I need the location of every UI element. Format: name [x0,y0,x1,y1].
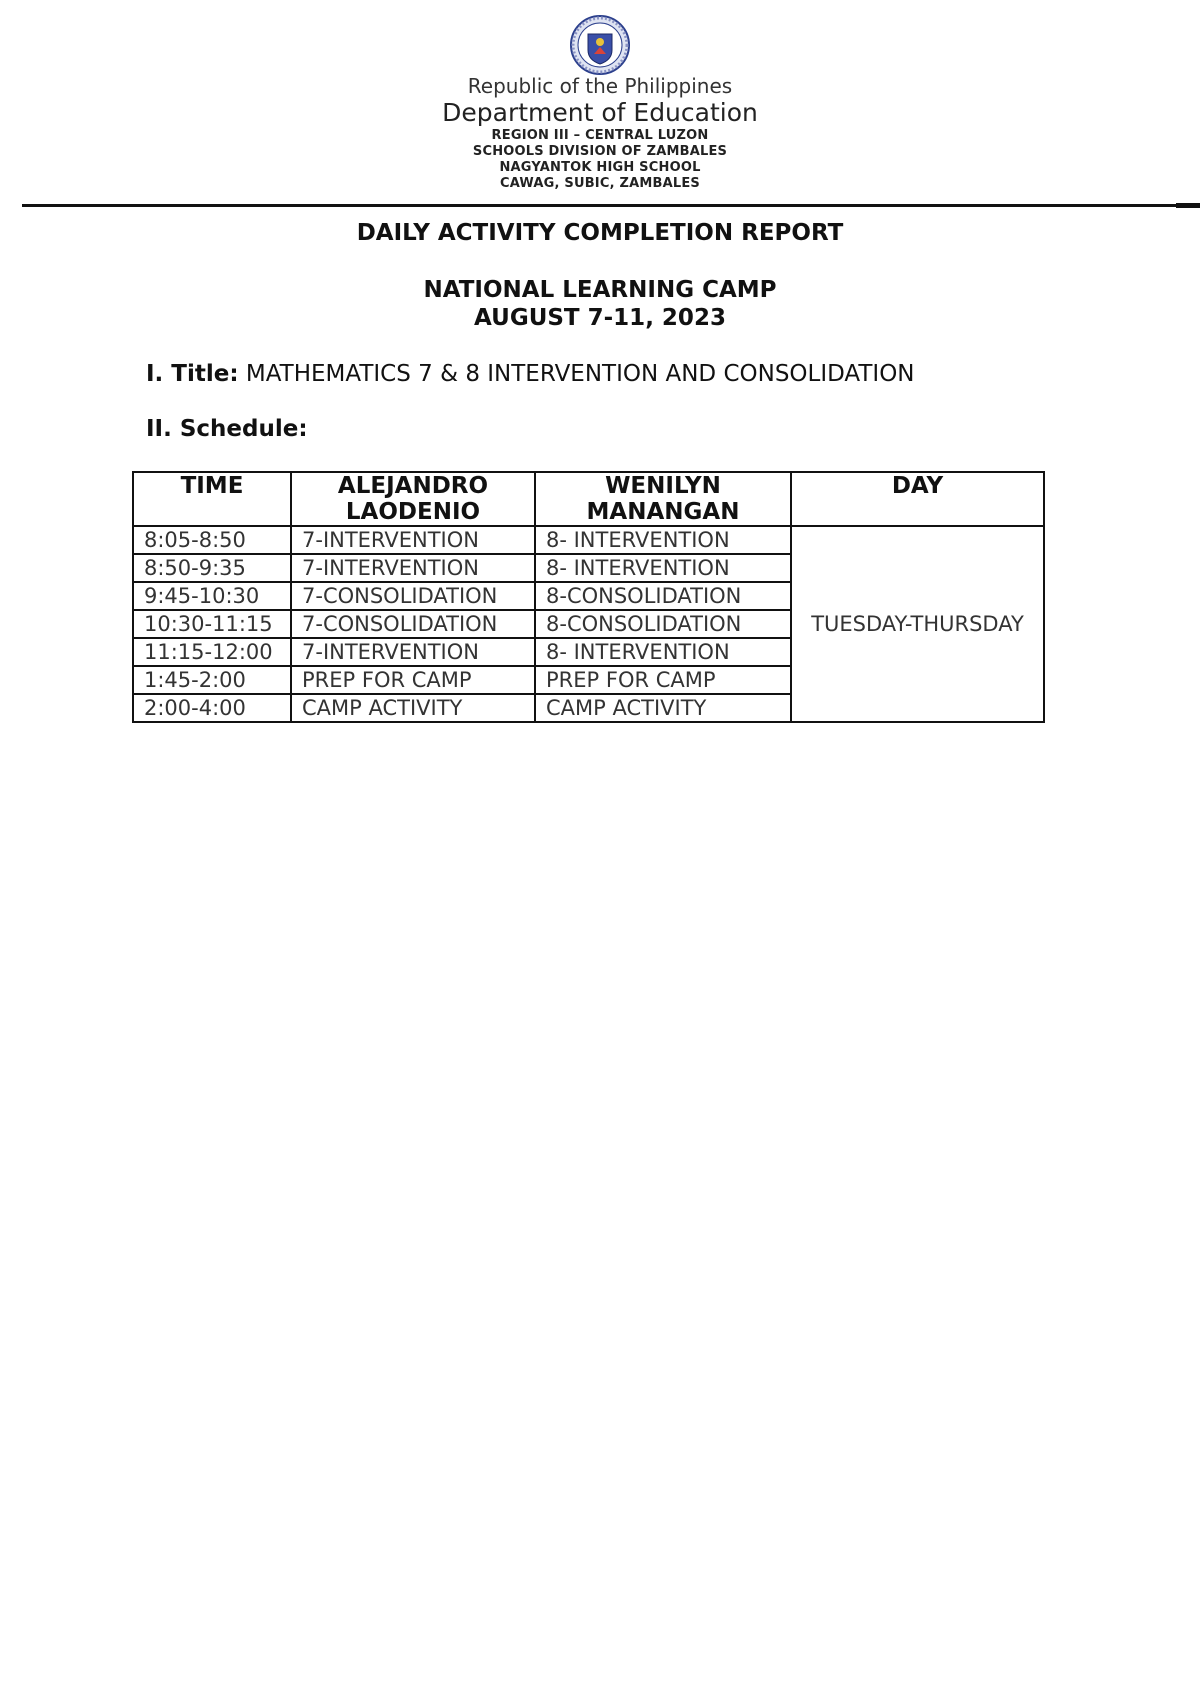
camp-date: AUGUST 7-11, 2023 [474,305,726,331]
alejandro-cell: 7-CONSOLIDATION [291,582,535,610]
header-day: DAY [791,472,1044,526]
header-time: TIME [133,472,291,526]
schedule-label: II. Schedule: [146,416,308,442]
title-section [146,361,915,387]
wenilyn-cell: 8- INTERVENTION [535,638,791,666]
time-cell: 8:05-8:50 [133,526,291,554]
wenilyn-cell: 8- INTERVENTION [535,526,791,554]
title-label: I. Title: [146,361,239,387]
region-heading: REGION III – CENTRAL LUZON [491,128,709,143]
time-cell: 10:30-11:15 [133,610,291,638]
address-heading: CAWAG, SUBIC, ZAMBALES [500,176,700,191]
alejandro-cell: 7-INTERVENTION [291,526,535,554]
wenilyn-cell: 8-CONSOLIDATION [535,610,791,638]
time-cell: 2:00-4:00 [133,694,291,722]
header-wenilyn: WENILYN MANANGAN [535,472,791,526]
wenilyn-cell: PREP FOR CAMP [535,666,791,694]
schedule-section [146,416,308,442]
schedule-table [132,471,1045,723]
header-divider-end [1176,203,1200,208]
table-row [133,526,1044,554]
school-heading: NAGYANTOK HIGH SCHOOL [499,160,701,175]
header-alejandro: ALEJANDRO LAODENIO [291,472,535,526]
wenilyn-cell: 8- INTERVENTION [535,554,791,582]
department-heading: Department of Education [442,98,758,127]
wenilyn-cell: CAMP ACTIVITY [535,694,791,722]
alejandro-cell: 7-INTERVENTION [291,554,535,582]
alejandro-cell: CAMP ACTIVITY [291,694,535,722]
title-value: MATHEMATICS 7 & 8 INTERVENTION AND CONSOLIDATION [245,361,915,387]
republic-heading: Republic of the Philippines [467,74,733,98]
wenilyn-cell: 8-CONSOLIDATION [535,582,791,610]
alejandro-cell: 7-CONSOLIDATION [291,610,535,638]
time-cell: 8:50-9:35 [133,554,291,582]
division-heading: SCHOOLS DIVISION OF ZAMBALES [472,144,728,159]
report-title: DAILY ACTIVITY COMPLETION REPORT [356,220,844,246]
day-cell: TUESDAY-THURSDAY [791,526,1044,722]
time-cell: 1:45-2:00 [133,666,291,694]
camp-title: NATIONAL LEARNING CAMP [423,277,777,303]
schedule-header-row [133,472,1044,526]
time-cell: 9:45-10:30 [133,582,291,610]
deped-seal-icon [567,14,633,76]
alejandro-cell: 7-INTERVENTION [291,638,535,666]
header-divider [22,204,1200,207]
time-cell: 11:15-12:00 [133,638,291,666]
alejandro-cell: PREP FOR CAMP [291,666,535,694]
